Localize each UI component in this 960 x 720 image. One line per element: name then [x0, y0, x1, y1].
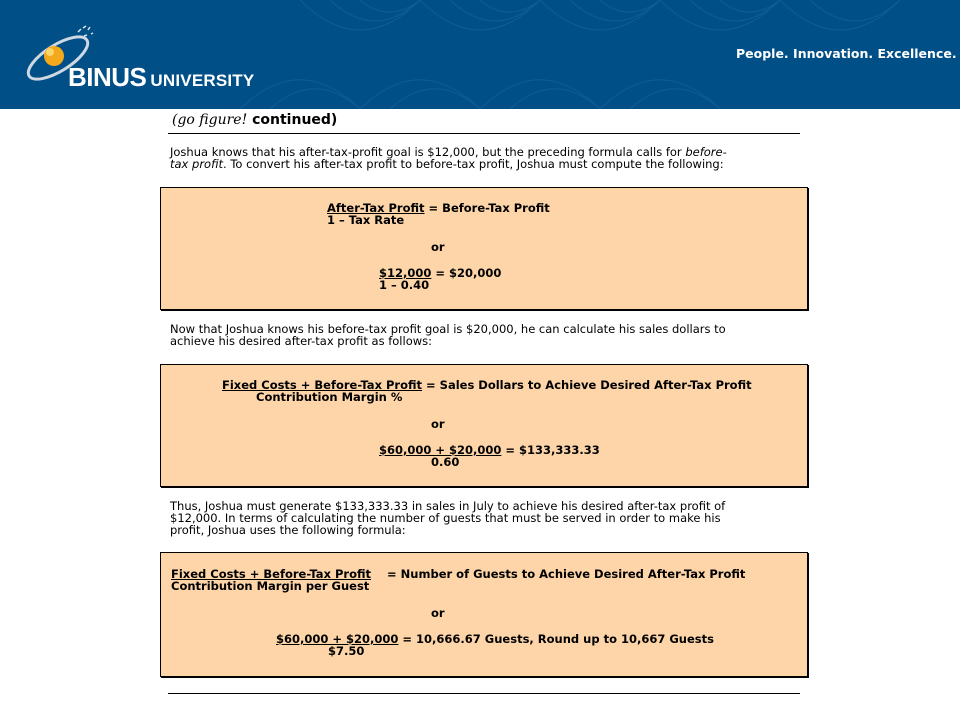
formula-result: = $133,333.33 [501, 443, 600, 457]
paragraph-line: $12,000. In terms of calculating the number of guests that must be served in order to make his [170, 511, 721, 525]
formula-result: = 10,666.67 Guests, Round up to 10,667 Guests [398, 632, 714, 646]
paragraph-line: profit, Joshua uses the following formula: [170, 523, 406, 537]
formula-denominator: 1 – 0.40 [379, 278, 430, 292]
formula-result: = Number of Guests to Achieve Desired After-Tax Profit [371, 567, 746, 581]
formula-box-sales-dollars [160, 364, 808, 487]
go-figure-label: (go figure! [172, 112, 248, 128]
text-span: . To convert his after-tax profit to before-tax profit, Joshua must compute the following: [223, 157, 724, 171]
section-title [172, 114, 337, 126]
paragraph-line [170, 158, 794, 170]
emphasis-text: tax profit [170, 157, 224, 171]
formula-numerator: Fixed Costs + Before-Tax Profit [171, 567, 372, 581]
emphasis-text: before- [685, 145, 727, 159]
formula-numerator: $60,000 + $20,000 [276, 632, 399, 646]
binus-logo-wordmark [68, 62, 254, 93]
formula-numerator: Fixed Costs + Before-Tax Profit [222, 378, 423, 392]
formula-numerator: $12,000 [379, 266, 432, 280]
top-divider [168, 133, 800, 134]
formula-denominator: $7.50 [328, 644, 365, 658]
text-span: Joshua knows that his after-tax-profit goal is $12,000, but the preceding formula calls for [170, 145, 686, 159]
paragraph-line: Thus, Joshua must generate $133,333.33 in sales in July to achieve his desired after-tax profit of [170, 499, 726, 513]
or-label: or [431, 240, 445, 254]
or-label: or [431, 417, 445, 431]
formula-box-guests [160, 552, 808, 677]
logo-brand: BINUS [68, 62, 147, 92]
formula-box-before-tax [160, 187, 808, 310]
formula-result: = Before-Tax Profit [424, 201, 550, 215]
formula-denominator: Contribution Margin per Guest [171, 579, 370, 593]
section-title-rest: continued) [247, 112, 338, 128]
header-banner [0, 0, 960, 109]
guests-paragraph [170, 500, 794, 536]
intro-paragraph [170, 146, 794, 170]
sales-dollars-paragraph [170, 323, 794, 347]
formula-denominator: Contribution Margin % [256, 390, 403, 404]
formula-denominator: 0.60 [431, 455, 460, 469]
formula-result: = $20,000 [431, 266, 502, 280]
tagline: People. Innovation. Excellence. [736, 46, 957, 61]
formula-line [379, 444, 600, 456]
formula-result: = Sales Dollars to Achieve Desired After-Tax Profit [422, 378, 752, 392]
bottom-divider [168, 693, 800, 694]
or-label: or [431, 606, 445, 620]
formula-denominator: 1 – Tax Rate [327, 213, 405, 227]
logo-suffix: UNIVERSITY [150, 71, 255, 90]
paragraph-line: achieve his desired after-tax profit as follows: [170, 334, 432, 348]
formula-numerator: After-Tax Profit [327, 201, 425, 215]
paragraph-line: Now that Joshua knows his before-tax profit goal is $20,000, he can calculate his sales dollars to [170, 322, 726, 336]
formula-numerator: $60,000 + $20,000 [379, 443, 502, 457]
